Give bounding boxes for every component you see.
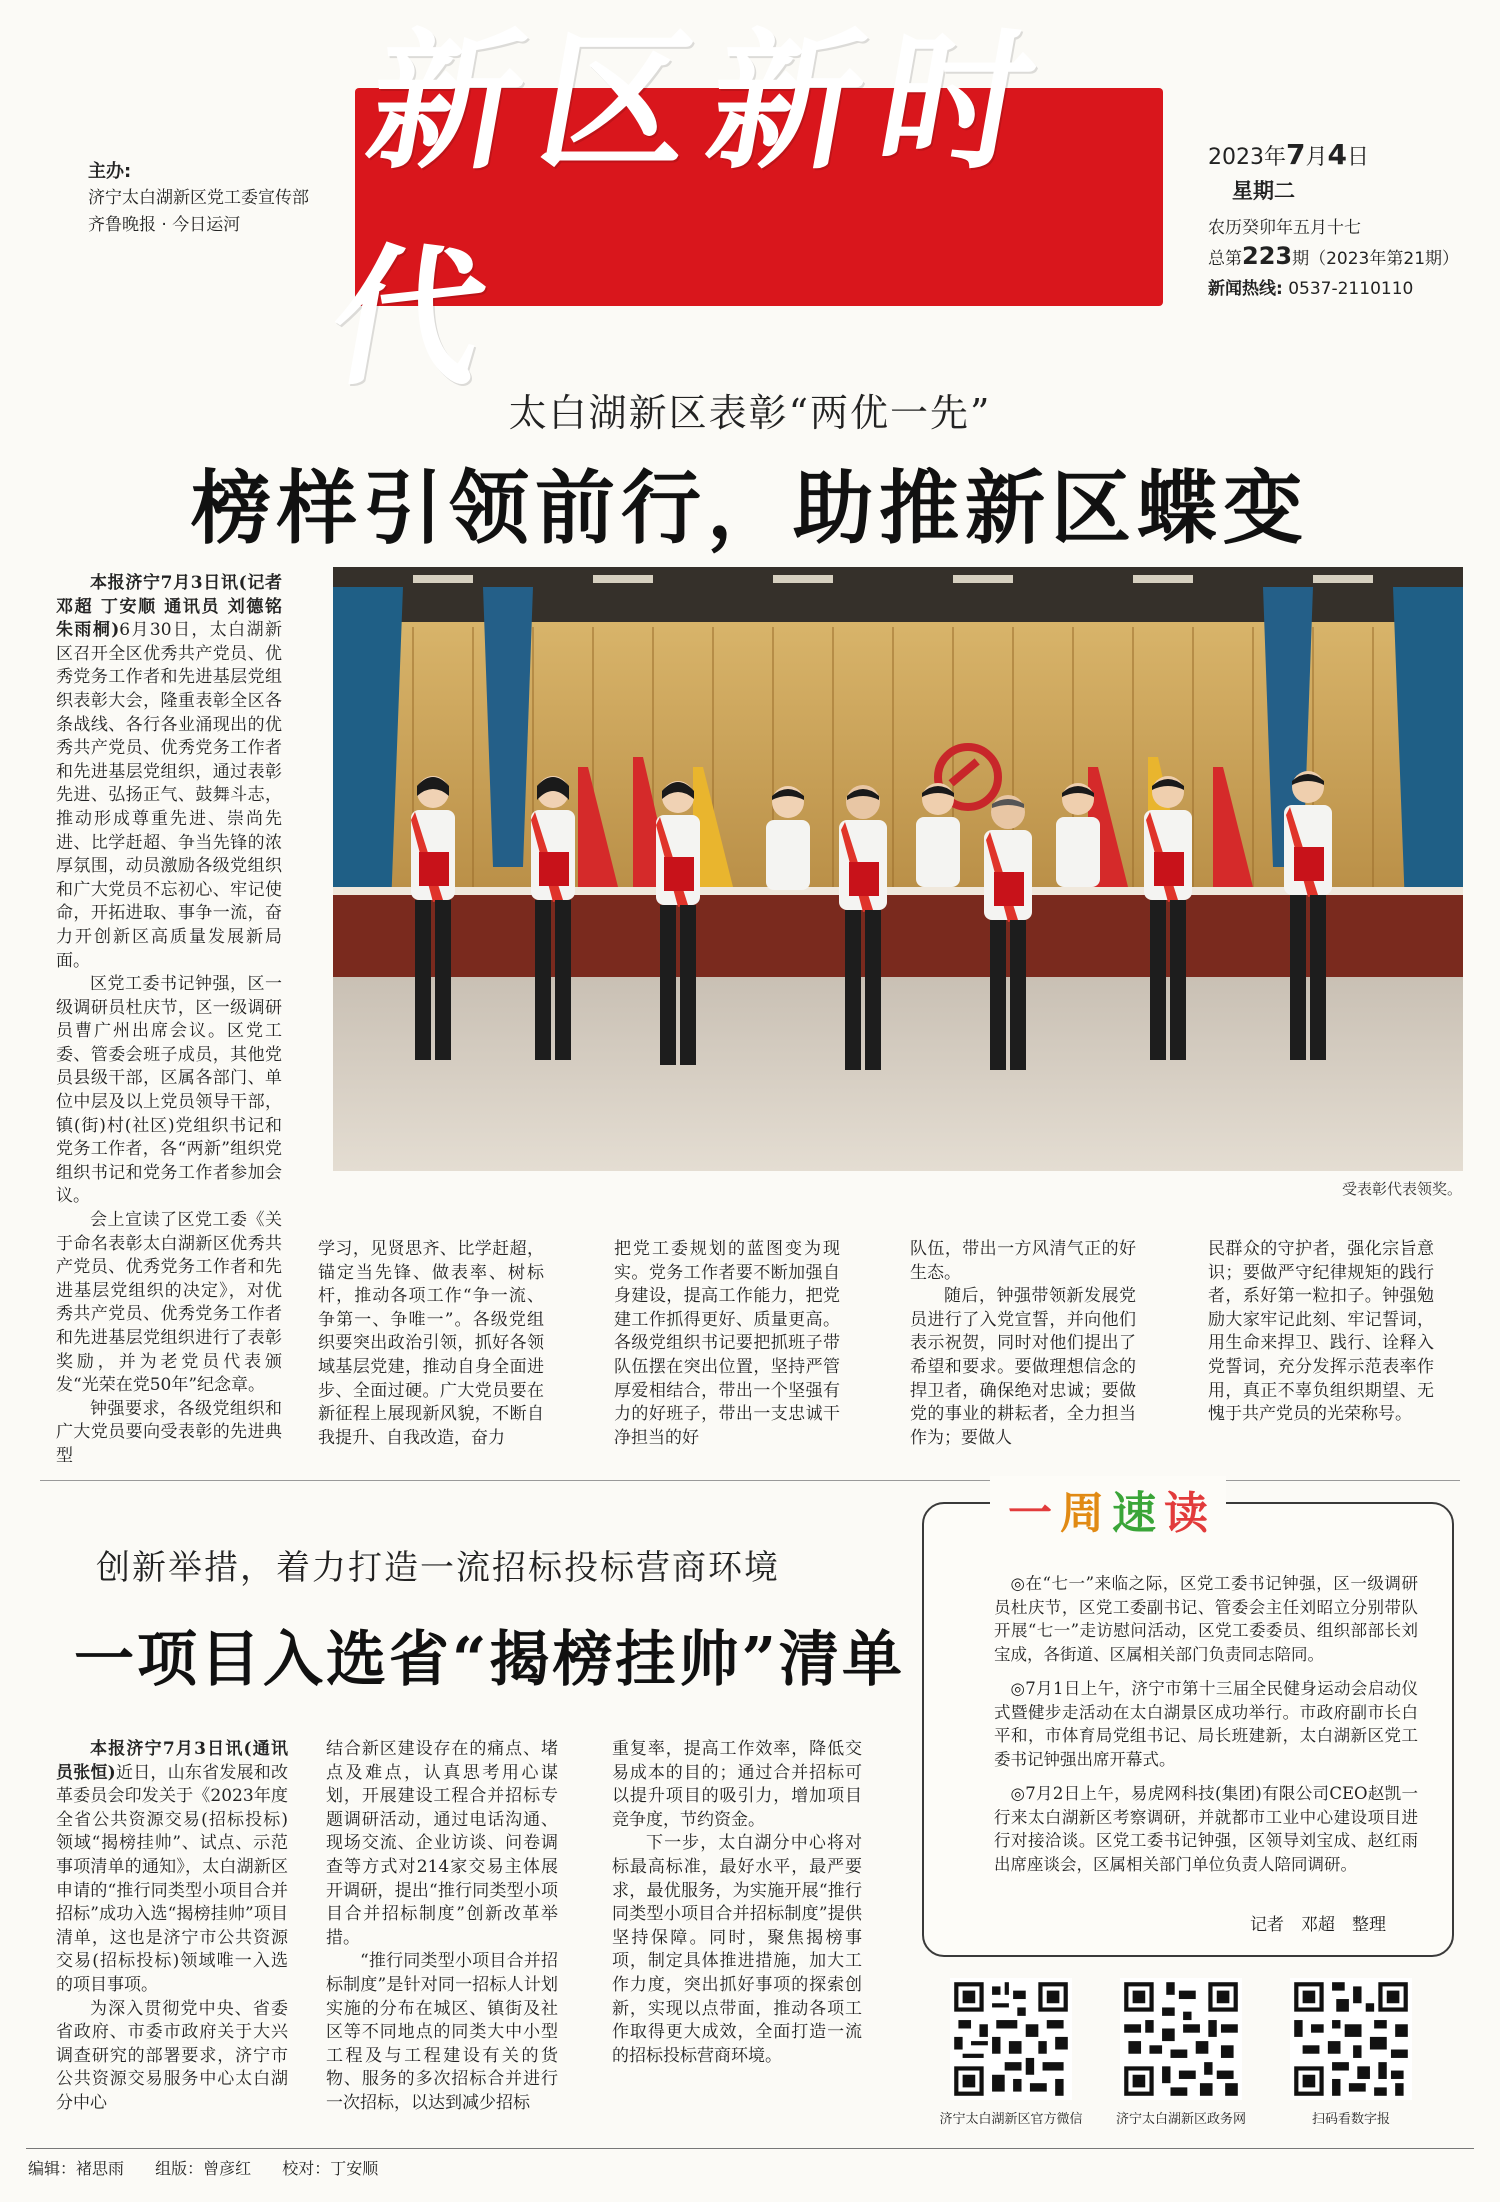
qr-label: 济宁太白湖新区官方微信 (939, 2112, 1083, 2127)
sponsor-line: 济宁太白湖新区党工委宣传部 (88, 188, 309, 208)
qr-block-digital-paper (1266, 1978, 1436, 2127)
award-ceremony-photo (333, 567, 1463, 1171)
article2-column-1: 本报济宁7月3日讯(通讯员张恒)近日，山东省发展和改革委员会印发关于《2023年度全省公共资源交易(招标投标)领域“揭榜挂帅”、试点、示范事项清单的通知》，太白湖新区申请的“推行同类型小项目合并招标”成功入选“揭榜挂帅”项目清单，这也是济宁市公共资源交易(招标投标)领域唯一入选的项目事项。 为深入贯彻党中央、省委省政府、市委市政府关于大兴调查研究的部署要求，济宁市公共资源交易服务中心太白湖分中心 (56, 1739, 289, 2113)
footer-proofreader: 校对：丁安顺 (282, 2159, 379, 2178)
list-item: ◎在“七一”来临之际，区党工委书记钟强，区一级调研员杜庆节，区党工委副书记、管委会主任刘昭立分别带队开展“七一”走访慰问活动，区党工委委员、组织部部长刘宝成，各街道、区属相关部门负责同志陪同。 (994, 1574, 1418, 1664)
weekday: 星期二 (1232, 179, 1295, 203)
qr-code-icon[interactable] (1120, 1978, 1242, 2100)
article1-headline: 榜样引领前行，助推新区蝶变 (191, 461, 1309, 555)
article2-dateline: 本报济宁7月3日讯(通讯员张恒) (56, 1739, 288, 1783)
article1-kicker: 太白湖新区表彰“两优一先” (508, 391, 992, 435)
qr-label: 济宁太白湖新区政务网 (1115, 2112, 1246, 2127)
qr-block-wechat (926, 1978, 1096, 2127)
photo-caption: 受表彰代表领奖。 (1341, 1180, 1462, 1198)
logo-text: 新区新时代 (318, 14, 1068, 406)
weekly-digest-title: 一 周 速 读 (990, 1476, 1226, 1542)
issue-number: 总第223期（2023年第21期） (1208, 242, 1460, 270)
article2-headline: 一项目入选省“揭榜挂帅”清单 (74, 1625, 906, 1695)
footer-layout: 组版：曾彦红 (155, 2159, 252, 2178)
article1-column-5: 民群众的守护者，强化宗旨意识；要做严守纪律规矩的践行者，系好第一粒扣子。钟强勉励大家牢记此刻、牢记誓词，用生命来捍卫、践行、诠释入党誓词，充分发挥示范表率作用，真正不辜负组织期望、无愧于共产党员的光荣称号。 (1208, 1239, 1434, 1425)
article2-column-2: 结合新区建设存在的痛点、堵点及难点，认真思考用心谋划，开展建设工程合并招标专题调研活动，通过电话沟通、现场交流、企业访谈、问卷调查等方式对214家交易主体展开调研，提出“推行同类型小项目合并招标制度”创新改革举措。 “推行同类型小项目合并招标制度”是针对同一招标人计划实施的分布在城区、镇街及社区等不同地点的同类大中小型工程及与工程建设有关的货物、服务的多次招标合并进行一次招标，以达到减少招标 (326, 1739, 558, 2113)
sponsor-label: 主办: (88, 161, 132, 182)
qr-label: 扫码看数字报 (1311, 2112, 1390, 2127)
sponsor-block (88, 158, 309, 239)
sponsor-line: 齐鲁晚报 · 今日运河 (88, 215, 241, 235)
list-item: ◎7月2日上午，易虎网科技(集团)有限公司CEO赵凯一行来太白湖新区考察调研，并就都市工业中心建设项目进行对接洽谈。区党工委书记钟强，区领导刘宝成、赵红雨出席座谈会，区属相关部门单位负责人陪同调研。 (994, 1784, 1418, 1874)
article2-kicker: 创新举措，着力打造一流招标投标营商环境 (96, 1548, 780, 1588)
article1-column-2: 学习，见贤思齐、比学赶超，锚定当先锋、做表率、树标杆，推动各项工作“争一流、争第一、争唯一”。各级党组织要突出政治引领，抓好各领域基层党建，推动自身全面进步、全面过硬。广大党员要在新征程上展现新风貌，不断自我提升、自我改造，奋力 (318, 1239, 544, 1448)
section-divider (40, 1480, 1460, 1481)
article1-column-4: 队伍，带出一方风清气正的好生态。 随后，钟强带领新发展党员进行了入党宣誓，并向他们表示祝贺，同时对他们提出了希望和要求。要做理想信念的捍卫者，确保绝对忠诚；要做党的事业的耕耘者，全力担当作为；要做人 (910, 1239, 1136, 1448)
article1-column-1: 本报济宁7月3日讯(记者邓超 丁安顺 通讯员 刘德铭 朱雨桐)6月30日，太白湖新区召开全区优秀共产党员、优秀党务工作者和先进基层党组织表彰大会，隆重表彰全区各条战线、各行各业涌现出的优秀共产党员、优秀党务工作者和先进基层党组织，通过表彰先进、弘扬正气、鼓舞斗志，推动形成尊重先进、崇尚先进、比学赶超、争当先锋的浓厚氛围，动员激励各级党组织和广大党员不忘初心、牢记使命，开拓进取、事争一流，奋力开创新区高质量发展新局面。 区党工委书记钟强，区一级调研员杜庆节，区一级调研员曹广州出席会议。区党工委、管委会班子成员，其他党员县级干部，区属各部门、单位中层及以上党员领导干部，镇(街)村(社区)党组织书记和党务工作者，各“两新”组织党组织书记和党务工作者参加会议。 会上宣读了区党工委《关于命名表彰太白湖新区优秀共产党员、优秀党务工作者和先进基层党组织的决定》，对优秀共产党员、优秀党务工作者和先进基层党组织进行了表彰奖励，并为老党员代表颁发“光荣在党50年”纪念章。 钟强要求，各级党组织和广大党员要向受表彰的先进典型 (56, 573, 283, 1466)
footer-credits (28, 2156, 404, 2179)
qr-block-gov-site (1096, 1978, 1266, 2127)
list-item: ◎7月1日上午，济宁市第十三届全民健身运动会启动仪式暨健步走活动在太白湖景区成功举行。市政府副市长白平和，市体育局党组书记、局长班建新，太白湖新区党工委书记钟强出席开幕式。 (994, 1679, 1418, 1769)
footer-divider (26, 2148, 1474, 2149)
qr-code-icon[interactable] (950, 1978, 1072, 2100)
article1-column-3: 把党工委规划的蓝图变为现实。党务工作者要不断加强自身建设，提高工作能力，把党建工作抓得更好、质量更高。各级党组织书记要把抓班子带队伍摆在突出位置，坚持严管厚爱相结合，带出一个坚强有力的好班子，带出一支忠诚干净担当的好 (614, 1239, 840, 1448)
weekly-digest-list (994, 1572, 1418, 1887)
date-block (1208, 138, 1459, 299)
issue-date: 2023年7月4日 (1208, 138, 1369, 171)
footer-editor: 编辑：褚思雨 (28, 2159, 125, 2178)
news-hotline: 新闻热线: 0537-2110110 (1208, 279, 1414, 299)
weekly-signature: 记者 邓超 整理 (1250, 1915, 1386, 1935)
weekly-digest-box (922, 1488, 1454, 1957)
article2-column-3: 重复率，提高工作效率，降低交易成本的目的；通过合并招标可以提升项目的吸引力，增加项目竞争度，节约资金。 下一步，太白湖分中心将对标最高标准，最好水平，最严要求，最优服务，为实施开展“推行同类型小项目合并招标制度”提供坚持保障。同时，聚焦揭榜事项，制定具体推进措施，加大工作力度，突出抓好事项的探索创新，实现以点带面，推动各项工作取得更大成效，全面打造一流的招标投标营商环境。 (612, 1739, 862, 2066)
masthead (0, 0, 1500, 406)
article1-dateline: 本报济宁7月3日讯(记者邓超 丁安顺 通讯员 刘德铭 朱雨桐) (56, 573, 282, 641)
newspaper-logo (318, 14, 1163, 406)
qr-code-icon[interactable] (1290, 1978, 1412, 2100)
lunar-date: 农历癸卯年五月十七 (1208, 218, 1361, 238)
